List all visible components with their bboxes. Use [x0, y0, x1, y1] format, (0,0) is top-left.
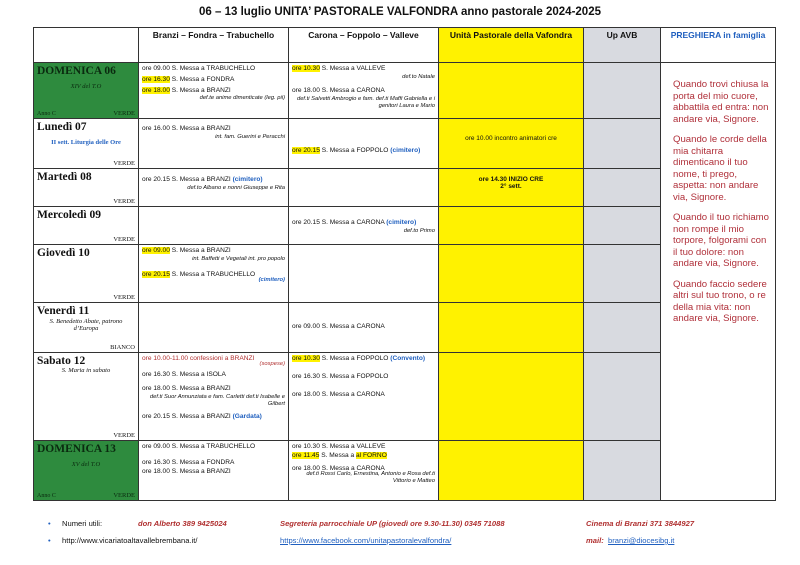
cell-up-avb — [584, 169, 661, 207]
event-time: ore 20.15 — [142, 413, 170, 420]
event-note: int. fam. Guerini e Peracchi — [215, 134, 285, 140]
unita-event: ore 10.00 incontro animatori cre — [465, 135, 557, 142]
event — [292, 323, 435, 331]
event-time: ore 16.30 — [142, 76, 170, 83]
event-extra: (cimitero) — [232, 176, 263, 183]
day-subtitle: S. Benedetto Abate, patrono d’Europa — [49, 318, 123, 332]
page-title: 06 – 13 luglio UNITA’ PASTORALE VALFONDRA anno pastorale 2024-2025 — [199, 6, 601, 18]
event — [142, 371, 285, 379]
prayer-stanza: Quando faccio sedere altri sul tuo trono, o re della mia vita: non andare via, Signore. — [673, 278, 767, 324]
cell-branzi — [139, 63, 289, 119]
event-time: ore 09.00 — [292, 323, 320, 330]
cell-branzi — [139, 207, 289, 245]
event-time: ore 16.30 — [292, 373, 320, 380]
bullet-icon: • — [48, 519, 51, 528]
event-note: (sospese) — [259, 361, 285, 367]
day-subtitle: II sett. Liturgia delle Ore — [51, 139, 121, 146]
event-text: S. Messa a BRANZI — [171, 385, 231, 392]
cell-carona — [289, 207, 439, 245]
event — [142, 443, 285, 451]
event-extra: (Convento) — [390, 355, 426, 362]
event-time: ore 20.15 — [292, 219, 320, 226]
cell-unita — [439, 169, 584, 207]
day-name: Venerdì 11 — [37, 305, 90, 317]
cell-unita — [439, 63, 584, 119]
event-note: def.ti Salvetti Ambrogio e fam. def.ti Maffi Gabriella e i genitori Laura e Mario — [296, 96, 435, 109]
event-text: S. Messa a BRANZI — [171, 247, 231, 254]
header-unita: Unità Pastorale della Vafondra — [439, 28, 584, 63]
event-text: S. Messa a FOPPOLO — [321, 147, 389, 154]
cell-carona — [289, 63, 439, 119]
cell-up-avb — [584, 441, 661, 501]
cell-carona — [289, 441, 439, 501]
cell-up-avb — [584, 245, 661, 303]
event — [292, 219, 435, 227]
event-place: al FORNO — [356, 452, 387, 459]
event-text: S. Messa a CARONA — [321, 391, 385, 398]
liturgy-color: VERDE — [113, 198, 135, 205]
day-name: Martedì 08 — [37, 171, 92, 183]
header-day — [34, 28, 139, 63]
event — [292, 65, 435, 73]
cell-carona — [289, 169, 439, 207]
cell-branzi — [139, 169, 289, 207]
unita-event-sub: 2° sett. — [500, 183, 522, 190]
event-text: S. Messa a — [321, 452, 355, 459]
event — [292, 373, 435, 381]
anno-label: Anno C — [37, 111, 56, 117]
cinema-phone: Cinema di Branzi 371 3844927 — [586, 519, 695, 528]
day-subtitle: XV del T.O — [71, 461, 101, 468]
cell-carona — [289, 119, 439, 169]
day-name: Mercoledì 09 — [37, 209, 101, 221]
event-time: ore 11.45 — [292, 452, 320, 459]
event-time: ore 16.00 — [142, 125, 170, 132]
day-domenica-06 — [34, 63, 139, 119]
event-time: ore 20.15 — [292, 147, 320, 154]
cell-unita — [439, 119, 584, 169]
event-note: int. Baffetti e Vegetali int. pro popolo — [192, 256, 285, 262]
prayer-stanza: Quando il tuo richiamo non rompe il mio torpore, folgorami con il tuo dolore: non andare via, Signore. — [673, 212, 769, 269]
event-text: S. Messa a TRABUCHELLO — [171, 443, 256, 450]
event — [142, 76, 285, 84]
event-text: S. Messa a BRANZI — [171, 87, 231, 94]
event-extra: (cimitero) — [258, 277, 285, 283]
event-time: ore 20.15 — [142, 176, 170, 183]
header-branzi: Branzi – Fondra – Trabuchello — [139, 28, 289, 63]
bullet-icon: • — [48, 536, 51, 545]
day-subtitle: S. Maria in sabato — [61, 367, 111, 374]
event — [292, 443, 435, 451]
event-text: S. Messa a FOPPOLO — [321, 373, 389, 380]
event-extra: (cimitero) — [390, 147, 421, 154]
event — [142, 459, 285, 467]
cell-up-avb — [584, 353, 661, 441]
event-text: S. Messa a BRANZI — [171, 125, 231, 132]
event — [142, 247, 285, 255]
cell-up-avb — [584, 303, 661, 353]
event-note: def.to Primo — [403, 228, 435, 234]
cell-unita — [439, 207, 584, 245]
event-text: S. Messa a FONDRA — [171, 459, 235, 466]
event-text: S. Messa a ISOLA — [171, 371, 226, 378]
event-text: S. Messa a BRANZI — [171, 176, 231, 183]
event — [142, 468, 285, 476]
day-martedi-08 — [34, 169, 139, 207]
event-time: ore 09.00 — [142, 65, 170, 72]
event-time: ore 09.00 — [142, 443, 170, 450]
cell-unita — [439, 441, 584, 501]
event — [142, 413, 285, 421]
event — [142, 176, 285, 184]
event-time: ore 20.15 — [142, 271, 170, 278]
day-name: Giovedì 10 — [37, 247, 90, 259]
event-text: S. Messa a CARONA — [321, 465, 385, 472]
event-note: def.ti Suor Annunziata e fam. Carletti def.ti Isabelle e Gilbert — [149, 394, 285, 407]
header-carona: Carona – Foppolo – Valleve — [289, 28, 439, 63]
header-preghiera: PREGHIERA in famiglia — [661, 28, 776, 63]
event-note: def.to Natale — [402, 74, 435, 80]
event-confessions: ore 10.00-11.00 confessioni a BRANZI — [142, 355, 255, 362]
liturgy-color: BIANCO — [110, 344, 135, 351]
mail-link[interactable]: branzi@diocesibg.it — [608, 536, 675, 545]
day-domenica-13 — [34, 441, 139, 501]
day-giovedi-10 — [34, 245, 139, 303]
event-time: ore 16.30 — [142, 371, 170, 378]
liturgy-color: VERDE — [113, 160, 135, 167]
segreteria-phone: Segreteria parrocchiale UP (giovedì ore 9.30-11.30) 0345 71088 — [280, 519, 505, 528]
header-up-avb: Up AVB — [584, 28, 661, 63]
cell-branzi — [139, 303, 289, 353]
day-lunedi-07 — [34, 119, 139, 169]
event-text: S. Messa a FOPPOLO — [321, 355, 389, 362]
event-text: S. Messa a CARONA — [321, 87, 385, 94]
day-name: Lunedì 07 — [37, 121, 87, 133]
cell-up-avb — [584, 207, 661, 245]
day-subtitle: XIV del T.O — [70, 83, 102, 90]
prayer-stanza: Quando le corde della mia chitarra dimenticano il tuo nome, ti prego, aspetta: non andare via, Signore. — [673, 134, 767, 203]
day-sabato-12 — [34, 353, 139, 441]
event-text: S. Messa a FONDRA — [171, 76, 235, 83]
event-time: ore 16.30 — [142, 459, 170, 466]
event-time: ore 18.00 — [292, 465, 320, 472]
day-name: Sabato 12 — [37, 355, 86, 367]
event-text: S. Messa a VALLEVE — [321, 65, 386, 72]
event — [142, 65, 285, 73]
event-time: ore 18.00 — [292, 87, 320, 94]
cell-branzi — [139, 441, 289, 501]
event-text: S. Messa a TRABUCHELLO — [171, 65, 256, 72]
footer-row-1 — [48, 519, 788, 531]
mail-label: mail: — [586, 536, 604, 545]
cell-carona — [289, 353, 439, 441]
event-note: def.te anime dimenticate (leg. pii) — [199, 95, 285, 101]
event — [292, 147, 435, 155]
day-mercoledi-09 — [34, 207, 139, 245]
event-text: S. Messa a VALLEVE — [321, 443, 386, 450]
event-note: def.to Albano e nonni Giuseppe e Rita — [187, 185, 285, 191]
event-time: ore 18.00 — [292, 391, 320, 398]
event-extra: (Gardata) — [232, 413, 262, 420]
event-time: ore 18.00 — [142, 468, 170, 475]
event-text: S. Messa a CARONA — [321, 323, 385, 330]
prayer-stanza: Quando trovi chiusa la porta del mio cuore, abbattila ed entra: non andare via, Signore. — [673, 79, 769, 125]
event-text: S. Messa a BRANZI — [171, 413, 231, 420]
cell-unita — [439, 245, 584, 303]
event-extra: (cimitero) — [386, 219, 417, 226]
schedule-table — [33, 27, 776, 501]
footer-row-2 — [48, 536, 788, 548]
liturgy-color: VERDE — [113, 294, 135, 301]
event — [292, 87, 435, 95]
event — [142, 87, 285, 95]
facebook-link[interactable]: https://www.facebook.com/unitapastoralevalfondra/ — [280, 536, 452, 545]
anno-label: Anno C — [37, 493, 56, 499]
event-text: S. Messa a CARONA — [321, 219, 385, 226]
liturgy-color: VERDE — [113, 236, 135, 243]
prayer-text — [661, 63, 776, 501]
event-time: ore 09.00 — [142, 247, 170, 254]
cell-branzi — [139, 245, 289, 303]
event-time: ore 18.00 — [142, 87, 170, 94]
website-link[interactable]: http://www.vicariatoaltavallebrembana.it/ — [62, 536, 198, 545]
event — [292, 391, 435, 399]
cell-carona — [289, 245, 439, 303]
cell-up-avb — [584, 119, 661, 169]
numeri-label: Numeri utili: — [62, 519, 103, 528]
event — [142, 125, 285, 133]
don-alberto-phone: don Alberto 389 9425024 — [138, 519, 227, 528]
event — [292, 452, 435, 460]
liturgy-color: VERDE — [113, 492, 135, 499]
cell-up-avb — [584, 63, 661, 119]
liturgy-color: VERDE — [113, 110, 135, 117]
liturgy-color: VERDE — [113, 432, 135, 439]
event-time: ore 18.00 — [142, 385, 170, 392]
day-venerdi-11 — [34, 303, 139, 353]
event-note: def.ti Rossi Carlo, Ernestina, Antonio e Rosa def.ti Vittorio e Matteo — [306, 471, 435, 484]
cell-carona — [289, 303, 439, 353]
event-time: ore 10.30 — [292, 443, 320, 450]
cell-branzi — [139, 119, 289, 169]
event-text: S. Messa a TRABUCHELLO — [171, 271, 256, 278]
cell-unita — [439, 303, 584, 353]
event-text: S. Messa a BRANZI — [171, 468, 231, 475]
event — [142, 385, 285, 393]
event — [292, 355, 435, 363]
event-time: ore 10.30 — [292, 355, 320, 362]
cell-unita — [439, 353, 584, 441]
unita-event: ore 14.30 INIZIO CRE — [478, 176, 544, 183]
event-time: ore 10.30 — [292, 65, 320, 72]
cell-branzi — [139, 353, 289, 441]
day-name: DOMENICA 06 — [37, 65, 116, 77]
day-name: DOMENICA 13 — [37, 443, 116, 455]
